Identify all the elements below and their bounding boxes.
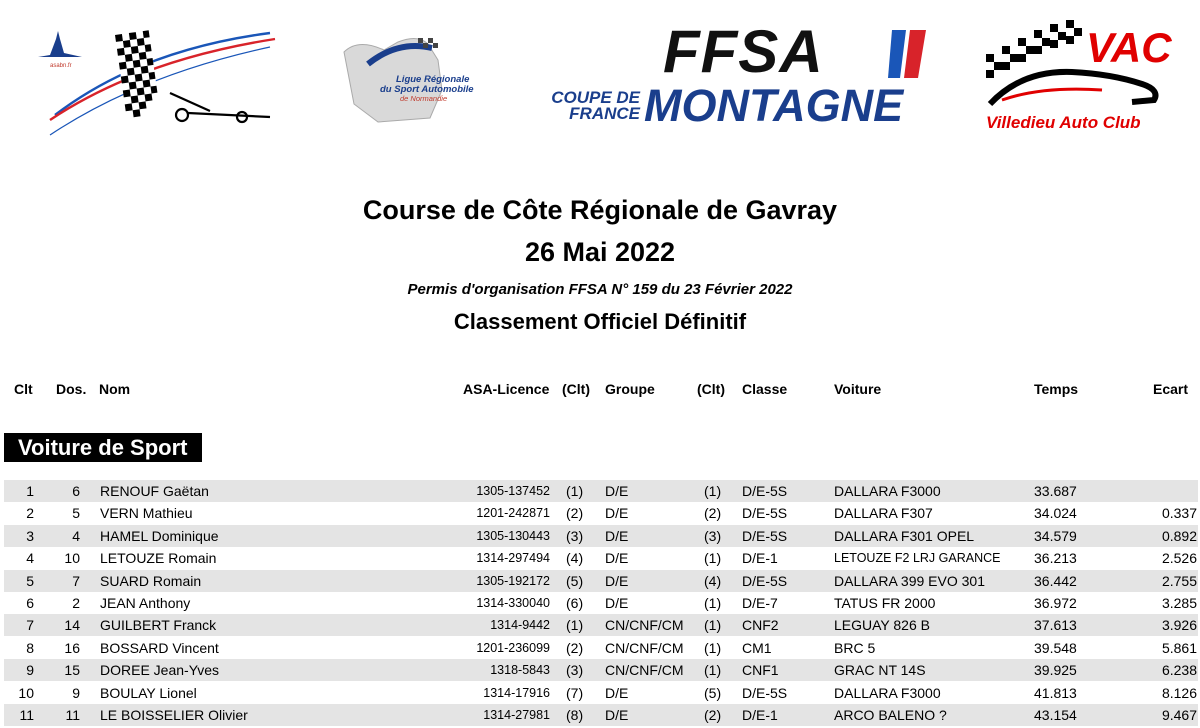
cell-clt: 8 [26,639,34,656]
permit-text: Permis d'organisation FFSA N° 159 du 23 Février 2022 [407,281,793,298]
cell-asa-licence: 1305-137452 [476,484,550,498]
cell-groupe: D/E [605,505,629,522]
cell-clt-classe: (4) [704,572,722,589]
cell-groupe: CN/CNF/CM [605,639,684,656]
cell-asa-licence: 1314-330040 [476,596,550,610]
cell-dos: 10 [64,550,80,567]
ffsa-flag-mark [888,28,932,80]
cell-clt-groupe: (8) [566,707,584,723]
cell-temps: 34.579 [1034,527,1077,544]
cell-ecart: 0.337 [1161,505,1197,522]
cell-nom: HAMEL Dominique [100,527,219,544]
cell-asa-licence: 1305-192172 [476,573,550,588]
cell-dos: 14 [64,617,80,634]
cell-classe: D/E-1 [742,550,778,567]
cell-classe: D/E-1 [742,707,778,723]
cell-dos: 9 [72,684,80,701]
cell-temps: 36.213 [1034,550,1077,567]
table-row [4,682,1198,704]
coupe-line1: COUPE DE [551,88,640,107]
cell-ecart: 2.755 [1161,572,1197,589]
cell-nom: DOREE Jean-Yves [100,662,220,679]
event-date: 26 Mai 2022 [524,237,676,267]
table-row [4,592,1198,614]
cell-ecart: 2.526 [1161,550,1197,567]
cell-classe: D/E-5S [742,505,788,522]
villedieu-text: Villedieu Auto Club [986,113,1141,132]
cell-groupe: D/E [605,684,629,701]
cell-nom: BOSSARD Vincent [100,639,219,656]
cell-voiture: DALLARA F3000 [834,483,941,499]
cell-clt: 11 [19,707,34,723]
cell-clt-groupe: (4) [566,550,584,567]
cell-classe: D/E-5S [742,483,788,499]
cell-dos: 5 [72,505,80,522]
cell-classe: D/E-5S [742,527,788,544]
cell-clt-groupe: (2) [566,505,584,522]
cell-groupe: CN/CNF/CM [605,617,684,634]
cell-clt-groupe: (5) [566,572,584,589]
cell-clt-groupe: (3) [566,662,584,679]
col-groupe: Groupe [605,381,655,397]
cell-clt-groupe: (1) [566,617,584,634]
cell-clt-classe: (3) [704,527,722,544]
vac-text: VAC [1086,24,1172,71]
cell-groupe: D/E [605,483,629,499]
table-row [4,614,1198,636]
cell-temps: 36.442 [1034,572,1077,589]
cell-nom: LETOUZE Romain [100,550,217,567]
col-clt-groupe: (Clt) [562,381,590,397]
cell-asa-licence: 1201-236099 [476,640,550,655]
cell-clt: 5 [26,572,34,589]
coupe-de-france [548,90,640,122]
montagne-text: MONTAGNE [644,80,904,131]
event-title: Course de Côte Régionale de Gavray [362,195,838,225]
vac-logo [982,20,1172,140]
cell-nom: BOULAY Lionel [100,684,197,701]
cell-clt: 4 [26,550,34,567]
cell-asa-licence: 1314-297494 [476,551,550,566]
cell-groupe: D/E [605,707,629,723]
cell-clt-classe: (2) [704,505,722,522]
cell-voiture: DALLARA 399 EVO 301 [834,572,985,589]
col-nom: Nom [99,381,131,397]
cell-groupe: D/E [605,550,629,567]
col-classe: Classe [742,381,788,397]
table-row [4,525,1198,547]
col-voiture: Voiture [834,381,882,397]
cell-clt-groupe: (2) [566,639,584,656]
col-asa-licence: ASA-Licence [463,381,550,397]
cell-temps: 39.925 [1034,662,1077,679]
ligue-line2: du Sport Automobile [380,84,474,95]
table-row [4,480,1198,502]
cell-dos: 2 [72,595,80,611]
cell-temps: 39.548 [1034,639,1077,656]
cell-dos: 16 [64,639,80,656]
cell-clt-classe: (1) [704,662,722,679]
cell-clt-classe: (2) [704,707,722,723]
cell-ecart: 3.285 [1161,595,1197,611]
table-row [4,704,1198,726]
cell-clt: 6 [26,595,34,611]
table-row [4,547,1198,569]
cell-nom: LE BOISSELIER Olivier [100,707,248,723]
cell-voiture: ARCO BALENO ? [834,707,947,723]
cell-clt-groupe: (1) [566,483,584,499]
cell-clt: 1 [26,483,34,499]
cell-ecart: 9.467 [1161,707,1197,723]
cell-groupe: D/E [605,595,629,611]
cell-temps: 37.613 [1034,617,1077,634]
cell-classe: D/E-5S [742,684,788,701]
cell-groupe: D/E [605,572,629,589]
table-row [4,570,1198,592]
col-temps: Temps [1034,381,1079,397]
cell-asa-licence: 1314-9442 [490,618,550,633]
cell-asa-licence: 1305-130443 [476,528,550,543]
ffsa-montagne-logo [548,18,932,132]
cell-dos: 6 [72,483,80,499]
cell-nom: SUARD Romain [100,572,202,589]
cell-ecart: 5.861 [1161,639,1197,656]
cell-nom: JEAN Anthony [100,595,191,611]
cell-temps: 33.687 [1034,483,1077,499]
cell-ecart: 0.892 [1161,527,1197,544]
cell-nom: RENOUF Gaëtan [100,483,209,499]
col-clt: Clt [14,381,33,397]
ligue-line1: Ligue Régionale [396,74,470,85]
coupe-line2: FRANCE [569,104,640,123]
cell-ecart: 8.126 [1161,684,1197,701]
col-clt-classe: (Clt) [697,381,725,397]
cell-classe: D/E-7 [742,595,778,611]
cell-voiture: GRAC NT 14S [834,662,926,679]
cell-clt: 9 [26,662,34,679]
cell-voiture: BRC 5 [834,639,876,656]
cell-voiture: LEGUAY 826 B [834,617,930,634]
cell-ecart: 6.238 [1161,662,1197,679]
cell-temps: 41.813 [1034,684,1077,701]
cell-classe: CNF2 [742,617,779,634]
ffsa-text: FFSA [663,18,824,85]
cell-clt: 2 [26,505,34,522]
cell-voiture: TATUS FR 2000 [834,595,936,611]
cell-ecart: 3.926 [1161,617,1197,634]
asa-text: asabn.fr [50,63,72,69]
cell-asa-licence: 1318-5843 [490,663,550,678]
ranking-title: Classement Officiel Définitif [453,309,747,334]
cell-groupe: D/E [605,527,629,544]
cell-voiture: DALLARA F307 [834,505,933,522]
cell-dos: 11 [65,707,80,723]
cell-asa-licence: 1314-17916 [483,685,550,700]
cell-voiture: DALLARA F3000 [834,684,941,701]
cell-asa-licence: 1314-27981 [483,708,550,722]
cell-temps: 36.972 [1034,595,1077,611]
cell-classe: CNF1 [742,662,779,679]
ffsa-wordmark [663,18,824,85]
cell-clt-groupe: (7) [566,684,584,701]
cell-voiture: LETOUZE F2 LRJ GARANCE [834,551,1001,566]
cell-dos: 4 [72,527,80,544]
cell-clt-classe: (1) [704,595,722,611]
table-row [4,637,1198,659]
table-row [4,659,1198,681]
col-ecart: Ecart [1153,381,1189,397]
cell-classe: D/E-5S [742,572,788,589]
col-dos: Dos. [56,381,87,397]
cell-clt-classe: (1) [704,617,722,634]
cell-clt-classe: (1) [704,639,722,656]
cell-clt-classe: (1) [704,483,722,499]
cell-classe: CM1 [742,639,772,656]
cell-clt-classe: (1) [704,550,722,567]
cell-temps: 34.024 [1034,505,1077,522]
cell-groupe: CN/CNF/CM [605,662,684,679]
asa-logo [30,25,280,140]
cell-dos: 7 [72,572,80,589]
cell-clt-classe: (5) [704,684,722,701]
section-voiture-de-sport: Voiture de Sport [4,433,202,462]
cell-clt-groupe: (6) [566,595,584,611]
ligue-line3: de Normandie [400,94,448,103]
cell-nom: VERN Mathieu [100,505,193,522]
cell-clt: 10 [18,684,34,701]
table-row [4,502,1198,524]
cell-dos: 15 [64,662,80,679]
cell-voiture: DALLARA F301 OPEL [834,527,975,544]
ligue-logo [338,30,498,125]
cell-temps: 43.154 [1034,707,1077,723]
cell-clt-groupe: (3) [566,527,584,544]
cell-clt: 3 [26,527,34,544]
cell-nom: GUILBERT Franck [100,617,217,634]
cell-asa-licence: 1201-242871 [476,506,550,521]
cell-clt: 7 [26,617,34,634]
